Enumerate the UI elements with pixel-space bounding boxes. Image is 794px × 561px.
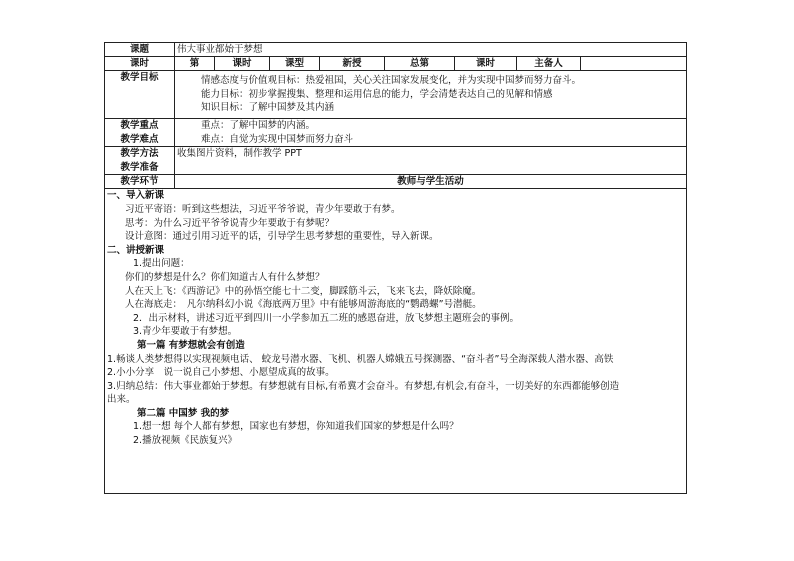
- period-cell-7: 主备人: [517, 57, 581, 71]
- period-cell-5: 总第: [385, 57, 455, 71]
- content-line: 二、讲授新课: [107, 244, 165, 256]
- prep-label: 教学准备: [120, 161, 159, 173]
- difficulty-label: 教学难点: [120, 133, 159, 145]
- period-label: 课时: [105, 57, 175, 71]
- content-lines: [107, 189, 684, 447]
- period-row: [105, 57, 687, 71]
- content-line: 人在天上飞：《西游记》中的孙悟空能七十二变，脚踩筋斗云，飞来飞去，降妖除魔。: [125, 285, 482, 297]
- content-line: 1.想一想 每个人都有梦想，国家也有梦想，你知道我们国家的梦想是什么吗？: [133, 421, 459, 433]
- keypoints-label-cell: [105, 119, 175, 147]
- process-label: 教学环节: [105, 175, 175, 189]
- period-cell-1: 第: [175, 57, 215, 71]
- key-point: 重点：了解中国梦的内涵。: [201, 120, 316, 131]
- content-row: [105, 189, 687, 494]
- topic-row: [105, 43, 687, 57]
- method-label: 教学方法: [120, 148, 159, 160]
- content-line: 你们的梦想是什么？你们知道古人有什么梦想？: [125, 271, 325, 283]
- lesson-plan-table: [104, 42, 687, 494]
- content-line: 思考：为什么习近平爷爷说青少年要敢于有梦呢？: [125, 217, 335, 229]
- content-line: 人在海底走： 凡尔纳科幻小说《海底两万里》中有能够周游海底的“鹦鹉螺”号潜艇。: [125, 299, 482, 311]
- period-cell-2: 课时: [215, 57, 270, 71]
- period-cell-6: 课时: [455, 57, 517, 71]
- objective-ability: 能力目标：初步掌握搜集、整理和运用信息的能力，学会清楚表达自己的见解和情感: [201, 88, 553, 100]
- objective-knowledge: 知识目标：了解中国梦及其内涵: [201, 102, 335, 114]
- methods-label-cell: [105, 147, 175, 175]
- content-line: 出来。: [107, 394, 136, 406]
- methods-value: 收集图片资料，制作教学 PPT: [175, 147, 687, 175]
- content-line: 2.播放视频《民族复兴》: [133, 435, 238, 447]
- objective-emotion: 情感态度与价值观目标：热爱祖国，关心关注国家发展变化，并为实现中国梦而努力奋斗。: [201, 75, 582, 87]
- content-line: 设计意图：通过引用习近平的话，引导学生思考梦想的重要性，导入新课。: [125, 231, 439, 243]
- key-label: 教学重点: [120, 120, 159, 131]
- content-line: 2.小小分享 说一说自己小梦想、小愿望成真的故事。: [107, 367, 335, 379]
- content-line: 一、导入新课: [107, 190, 165, 202]
- keypoints-cell: [175, 119, 687, 147]
- content-line: 2．出示材料，讲述习近平到四川一小学参加五二班的感恩奋进，放飞梦想主题班会的事例。: [133, 312, 520, 324]
- methods-row: [105, 147, 687, 175]
- content-line: 习近平寄语：听到这些想法，习近平爷爷说，青少年要敢于有梦。: [125, 203, 401, 215]
- difficulty-point: 难点：自觉为实现中国梦而努力奋斗: [201, 133, 354, 145]
- content-line: 1.畅谈人类梦想得以实现视频电话、 蛟龙号潜水器、飞机、机器人嫦娥五号探测器、“奋斗者”号全海深载人潜水器、高铁: [107, 353, 614, 365]
- content-line: 3.青少年要敢于有梦想。: [133, 326, 238, 338]
- period-cell-8: [581, 57, 687, 71]
- content-cell: [105, 189, 687, 494]
- process-title: 教师与学生活动: [175, 175, 687, 189]
- objectives-cell: [175, 71, 687, 119]
- objectives-row: [105, 71, 687, 119]
- topic-label: 课题: [105, 43, 175, 57]
- content-line: 第二篇 中国梦 我的梦: [137, 407, 230, 419]
- objectives-label: 教学目标: [105, 71, 175, 119]
- content-line: 3.归纳总结：伟大事业都始于梦想。有梦想就有目标,有希冀才会奋斗。有梦想,有机会,有奋斗，一切美好的东西都能够创造: [107, 380, 620, 392]
- period-cell-3: 课型: [270, 57, 320, 71]
- keypoints-row: [105, 119, 687, 147]
- content-line: 1.提出问题：: [133, 258, 190, 270]
- content-line: 第一篇 有梦想就会有创造: [137, 339, 245, 351]
- topic-value: 伟大事业都始于梦想: [175, 43, 687, 57]
- period-cell-4: 新授: [320, 57, 385, 71]
- process-header-row: [105, 175, 687, 189]
